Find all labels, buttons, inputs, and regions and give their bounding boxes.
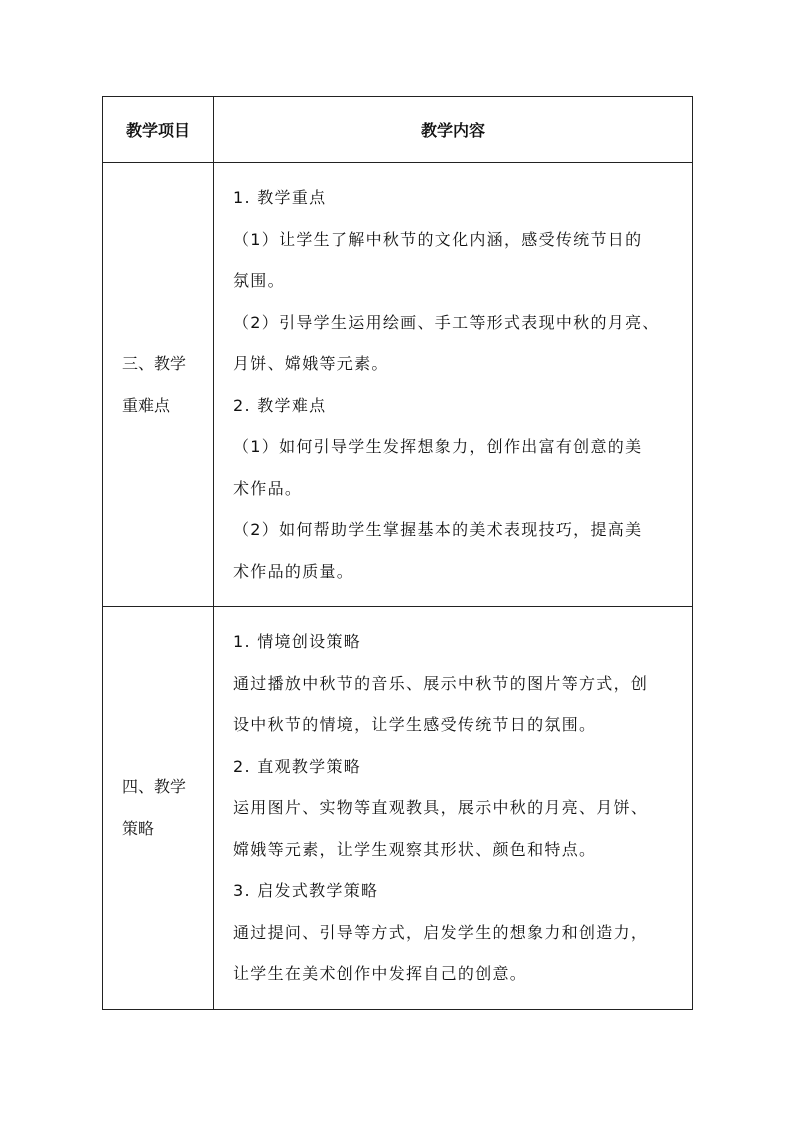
table-header-row: [103, 97, 693, 163]
content-line: 通过提问、引导等方式，启发学生的想象力和创造力，: [233, 922, 649, 942]
content-line: 月饼、嫦娥等元素。: [233, 354, 389, 373]
row-label-line: 重难点: [122, 395, 171, 415]
content-line: 嫦娥等元素，让学生观察其形状、颜色和特点。: [233, 839, 597, 859]
content-line: （2）如何帮助学生掌握基本的美术表现技巧，提高美: [233, 520, 643, 539]
content-line: 术作品。: [233, 478, 303, 498]
content-line: 1. 情境创设策略: [233, 632, 362, 651]
row-label-line: 三、教学: [122, 353, 187, 373]
row-label-cell: [103, 607, 214, 1010]
table-row: [103, 163, 693, 607]
content-line: 2. 教学难点: [233, 395, 327, 415]
content-line: 设中秋节的情境，让学生感受传统节日的氛围。: [233, 715, 597, 734]
header-cell-content: 教学内容: [214, 97, 693, 163]
header-cell-item: 教学项目: [103, 97, 214, 163]
content-line: 氛围。: [233, 271, 285, 290]
content-line: （1）如何引导学生发挥想象力，创作出富有创意的美: [233, 437, 643, 456]
table-row: [103, 607, 693, 1010]
content-line: 运用图片、实物等直观教具，展示中秋的月亮、月饼、: [233, 798, 649, 817]
row-label-cell: [103, 163, 214, 607]
content-line: 通过播放中秋节的音乐、展示中秋节的图片等方式，创: [233, 673, 649, 693]
content-line: 术作品的质量。: [233, 561, 355, 581]
content-line: （2）引导学生运用绘画、手工等形式表现中秋的月亮、: [233, 312, 660, 332]
row-label-line: 四、教学: [122, 776, 187, 796]
content-line: 2. 直观教学策略: [233, 756, 362, 776]
row-content-cell: [214, 163, 693, 607]
content-line: （1）让学生了解中秋节的文化内涵，感受传统节日的: [233, 229, 643, 249]
lesson-plan-table: [102, 96, 693, 1010]
content-line: 3. 启发式教学策略: [233, 881, 379, 900]
row-content-cell: [214, 607, 693, 1010]
content-line: 让学生在美术创作中发挥自己的创意。: [233, 964, 528, 983]
row-label-line: 策略: [122, 818, 155, 838]
content-line: 1. 教学重点: [233, 188, 327, 207]
